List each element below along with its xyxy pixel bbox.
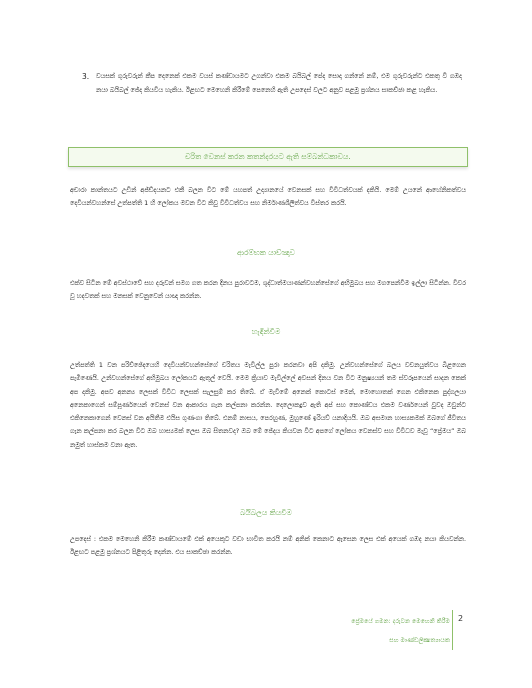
section-title-bible-reading: බයිබලය කියවීම bbox=[240, 508, 292, 517]
intro-paragraph: අචාරා කාන්තයට උඩින් අජ්ඩ්දයනට එකී බලන විට මේ යහපත් උද්‍යානයේ වෙනසක් සහ විවිධත්වයක් දකියි. මෙම් උයනේ ආහේනිකත්වය දෙවියන්වහන්සේ උත්පත්ති 1 හි ලෝකය මවන විට කිවු විවිධත්වය සහ නිර්මාණශීලිත්වය විස්තර කරයි. bbox=[70, 186, 466, 208]
page-number: 2 bbox=[458, 614, 464, 623]
item-number: 3. bbox=[82, 72, 90, 81]
footer-divider bbox=[452, 610, 453, 650]
introduction-paragraph: උත්පත්ති 1 වන පරිච්ඡේදයෙහි දෙවියන්වහන්සේගේ චරිතය මැවිල්ල පුරා කරනවා අපි දකිමු. උන්වහන්සේගේ බලය වචනයුත්වය බිළගෙන පැමිණෙයි. උන්වහන්සේගේ අභිමුඛය ලෝකයට ඇතුල් වෙයි. මෙම ක්‍රියාව මැවිල්ලේ අවසන් දිනය වන විට මනුෂ්‍යයන් තම ස්වරූපයෙන් සාදන කෙක් අප දකිමු. අපව අනන්‍ය ලෙසක් විවිධ ලෙසක් සැලසුම් කර තිබේ. ඒ මැවීමේ අනෙක් කොටස් මෙන්, මොහොතක් ගෙන එකිනෙක පුද්ගලයා අනෙකාගෙන් සම්පූර්ණයෙන් වෙනස් වන ආකාරය ගැන කල්පනා කරන්න. දෙලොකදුව ඇති අප් සහ කොණ්ඩය එකම වර්ණයෙන් වුවද ඔවුන්ට එකිනෙකාගෙන් වෙනස් වන අයිතීම එයිස ගුණංගා තිබේ. එනම් නාසය, පෙරහුණ, මුහුණේ ඉරියව් යනාදියයි. ඔබ අසමාන හාස්‍යකමක් ඔබගේ ජීවිතය ගැන කල්පනා කර බලන විට ඔබ හාස්‍යමක් ලෙස ඔබ සිතනවද? ඔබ මේ ජේදය කියවන විට අපගේ ලෝකය වෙනස්ව සහ විවිධව මැවූ “ප්‍රේමය” ඔබ නමුත් හාස්කම වනා ඇත. bbox=[70, 361, 466, 449]
section-banner: චරිත වෙනස් කරන කතන්දරයට ඇති සම්බන්ධකාවය. bbox=[68, 147, 468, 167]
section-title-introduction: හැඳින්වීම bbox=[251, 327, 281, 336]
section-title-opening-prayer: ආරම්භක යාච්ඤාව bbox=[237, 248, 295, 257]
opening-prayer-paragraph: එක්ව සිටින මේ අවස්ථාවේ සහ දරුවන් සමග ගත කරන දිනය පුරාවටම, ශුද්ධාත්මයාණන්වහන්සේගේ අභිමුඛය සහ මගපෙන්වීම ඉල්ලා සිටින්න. විවර වූ හදවතක් සහ මනසක් වෙනුවෙන් යාඥා කරන්න. bbox=[70, 279, 466, 301]
footer-title: ප්‍රේමයේ ගමන: දරුවන මෙහෙනි කිරීම bbox=[351, 618, 450, 625]
bible-reading-paragraph: උපදෙස් : එකම මෙහෙනි කිරීම කණ්ඩායමේ එක් අයෙකුට වඩා භාවිත කරයි නම් අනික් කෙනාට ඇසෙන ලෙස එක් අයෙක් ගඹද නයා කියවන්න. ඊළඟට පළමු ප්‍රශ්නයට පිළිතුරු දෙන්න. එය සාකච්ඡා කරන්න. bbox=[70, 535, 466, 557]
item-text: වයසක් ගුරුවරුන් කීප දෙනෙක් එකම වයස් කණ්ඩායමට උගන්වා එකම බයිබල් පේද සොදා ගන්නේ නම්, එම ගුරුවරුන්ට එකතු වී ගඹද නයා බයිබල් ජේද කියවිය හැකිය. ඊළඟට මෙහෙනි කිරීමේ පෙනෙහි ඇති උපදෙස් වලට අනුව පළමු ප්‍රශ්නය සාකච්ඡා කළ හැකිය. bbox=[96, 72, 462, 94]
page-footer bbox=[300, 612, 450, 650]
numbered-item-3 bbox=[82, 70, 462, 97]
footer-subtitle: සහ මාණ්ඩලික්‍ෂත්‍යායක bbox=[389, 637, 450, 644]
